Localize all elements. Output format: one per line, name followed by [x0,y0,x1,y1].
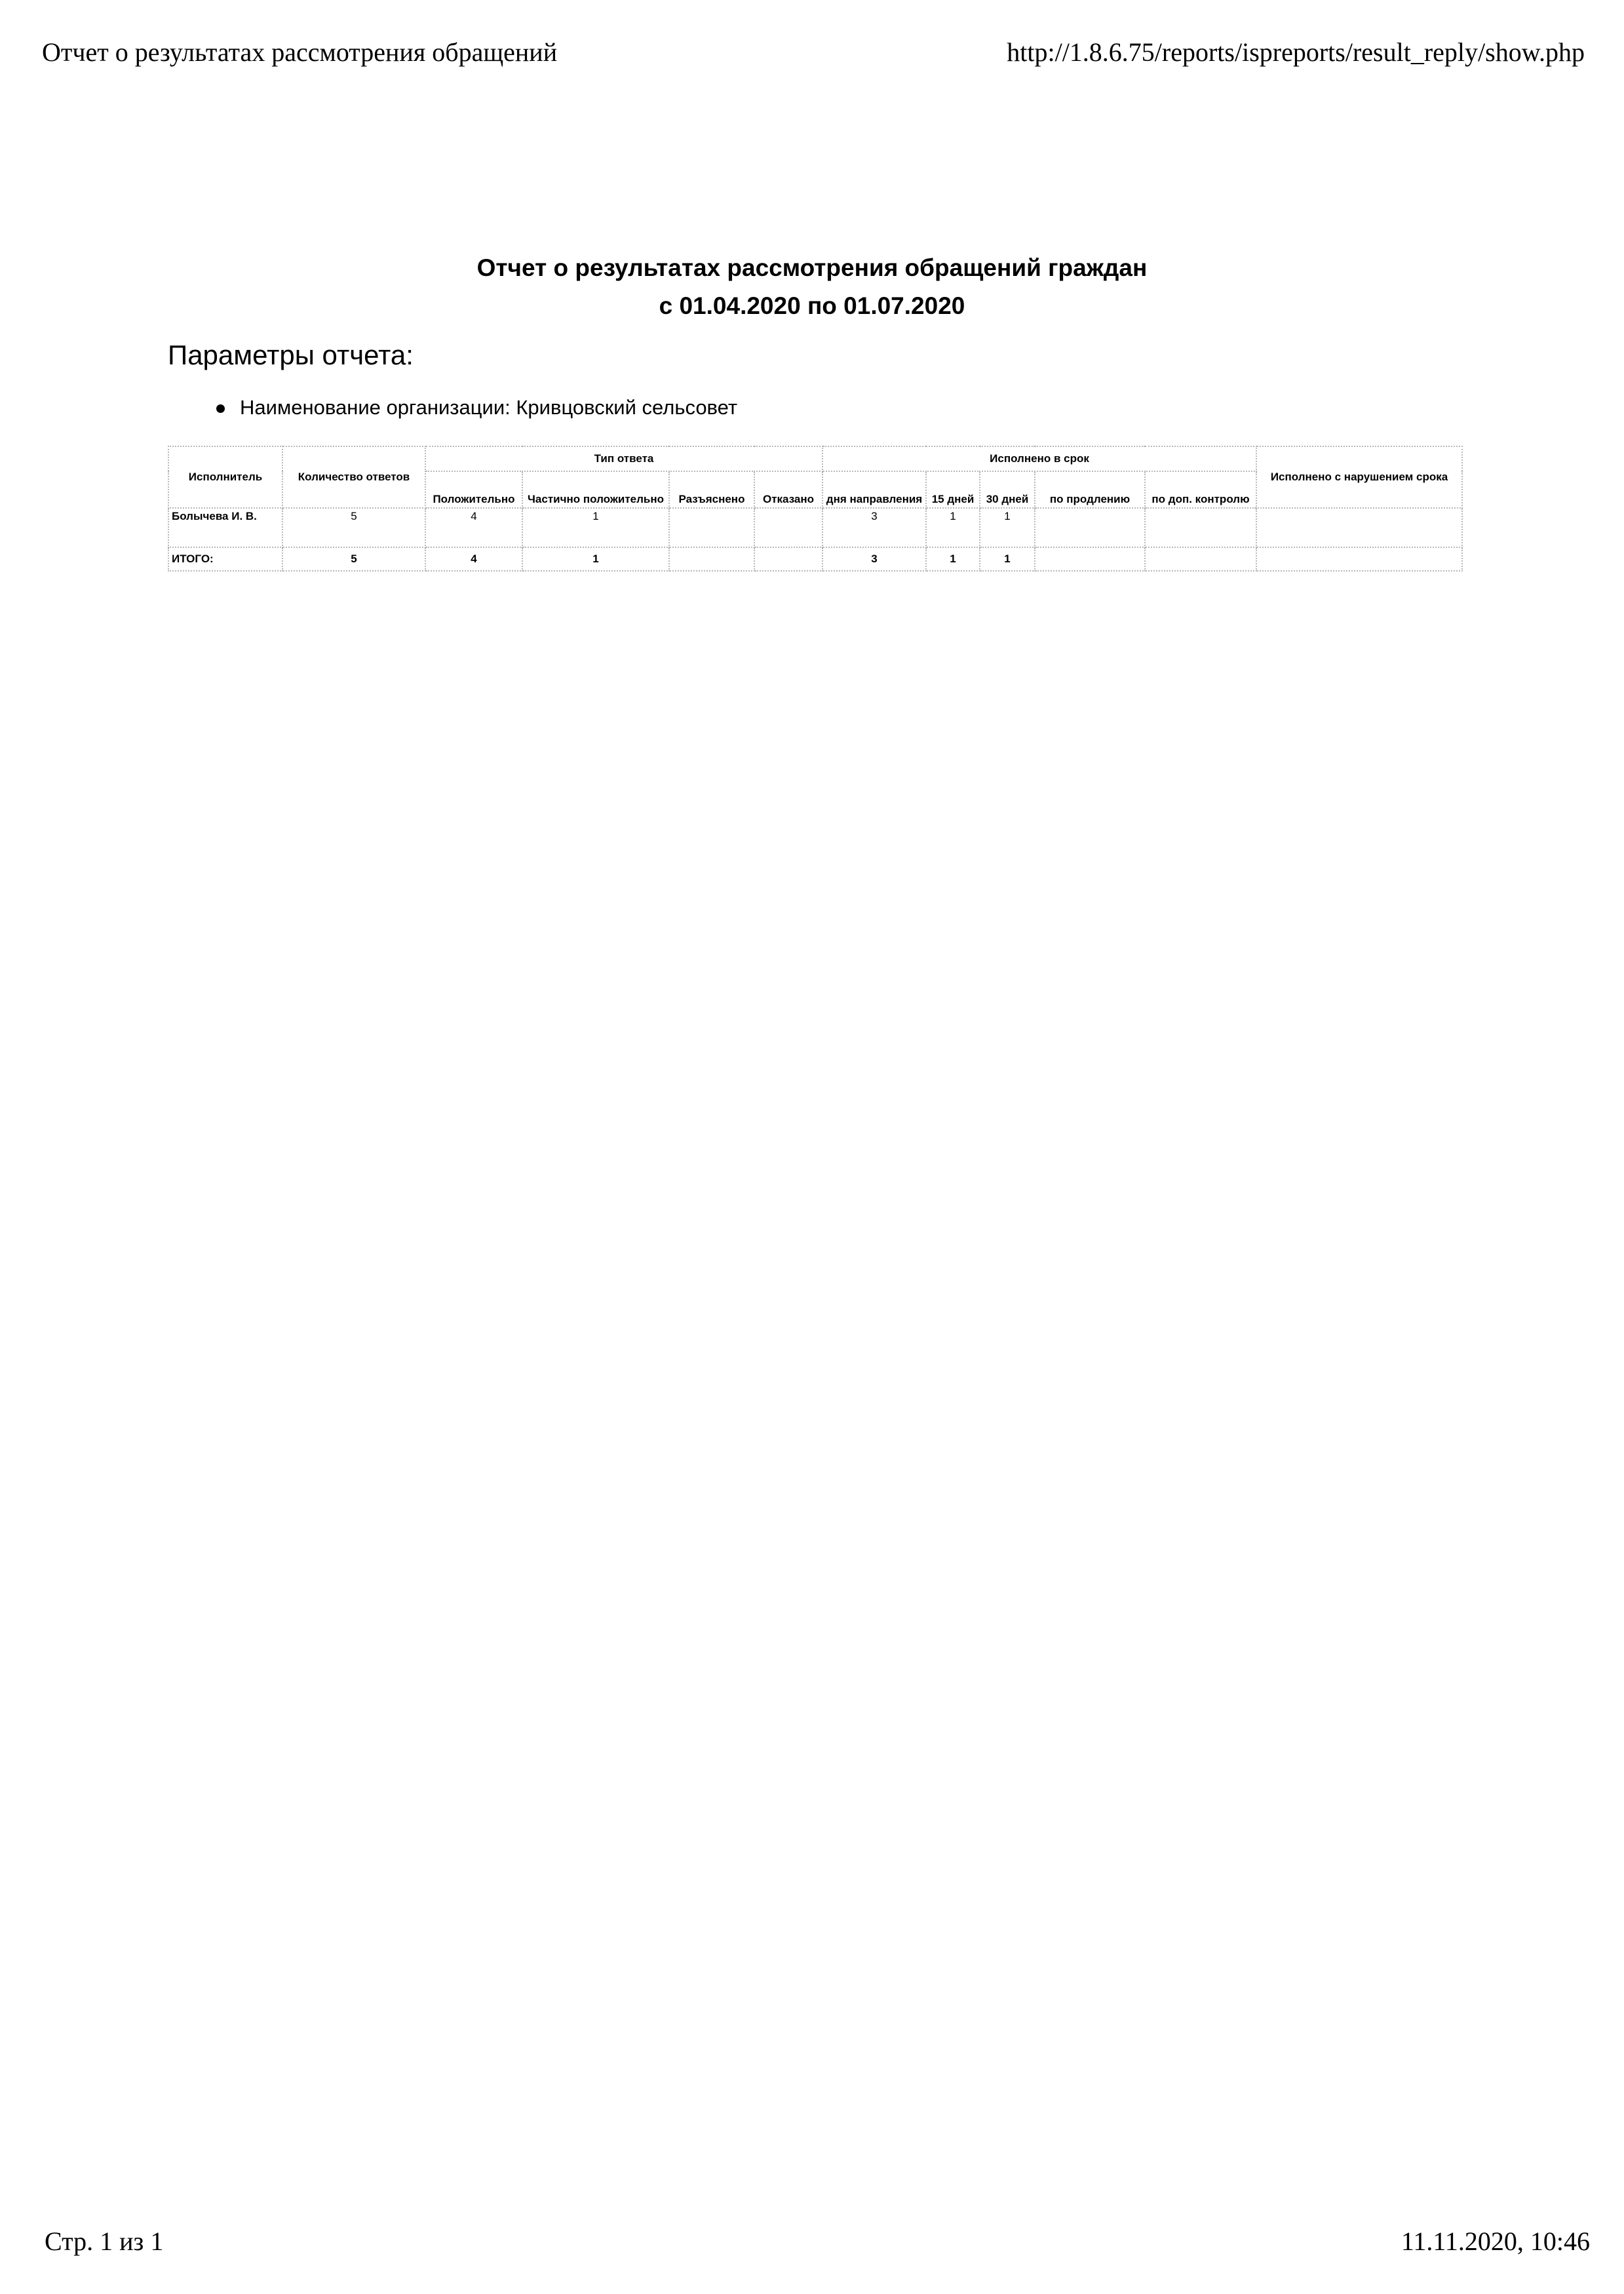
table-total-row [168,547,1462,571]
col-violation: Исполнено с нарушением срока [1256,446,1462,508]
total-forwarding-days: 3 [822,547,926,571]
col-explained: Разъяснено [669,471,754,508]
table-row [168,508,1462,547]
col-extra-control: по доп. контролю [1145,471,1256,508]
cell-forwarding-days: 3 [822,508,926,547]
cell-15-days: 1 [926,508,980,547]
print-header-title: Отчет о результатах рассмотрения обращений [42,37,558,67]
total-label: ИТОГО: [168,547,282,571]
col-15-days: 15 дней [926,471,980,508]
report-title-line-1: Отчет о результатах рассмотрения обращений граждан [476,254,1148,281]
group-answer-type: Тип ответа [425,446,822,471]
col-executor: Исполнитель [168,446,282,508]
total-refused [754,547,822,571]
print-footer-page: Стр. 1 из 1 [45,2226,164,2256]
cell-positive: 4 [425,508,522,547]
cell-extended [1035,508,1145,547]
param-item: Наименование организации: Кривцовский сельсовет [216,396,737,419]
params-list [216,396,737,419]
total-extended [1035,547,1145,571]
total-violation [1256,547,1462,571]
report-table [168,446,1463,572]
report-title-line-2: с 01.04.2020 по 01.07.2020 [659,292,965,319]
report-title [0,249,1624,325]
cell-extra-control [1145,508,1256,547]
col-extended: по продлению [1035,471,1145,508]
total-30-days: 1 [980,547,1035,571]
print-footer-datetime: 11.11.2020, 10:46 [1401,2226,1590,2256]
col-positive: Положительно [425,471,522,508]
cell-violation [1256,508,1462,547]
col-refused: Отказано [754,471,822,508]
group-on-time: Исполнено в срок [822,446,1256,471]
cell-executor: Болычева И. В. [168,508,282,547]
total-15-days: 1 [926,547,980,571]
col-partial: Частично положительно [522,471,669,508]
total-explained [669,547,754,571]
cell-explained [669,508,754,547]
col-count: Количество ответов [282,446,425,508]
total-positive: 4 [425,547,522,571]
col-forwarding-days: дня направления [822,471,926,508]
params-heading: Параметры отчета: [168,340,414,370]
cell-partial: 1 [522,508,669,547]
cell-count: 5 [282,508,425,547]
total-extra-control [1145,547,1256,571]
print-header-url: http://1.8.6.75/reports/ispreports/result_reply/show.php [1007,37,1585,67]
total-partial: 1 [522,547,669,571]
total-count: 5 [282,547,425,571]
col-30-days: 30 дней [980,471,1035,508]
cell-30-days: 1 [980,508,1035,547]
cell-refused [754,508,822,547]
